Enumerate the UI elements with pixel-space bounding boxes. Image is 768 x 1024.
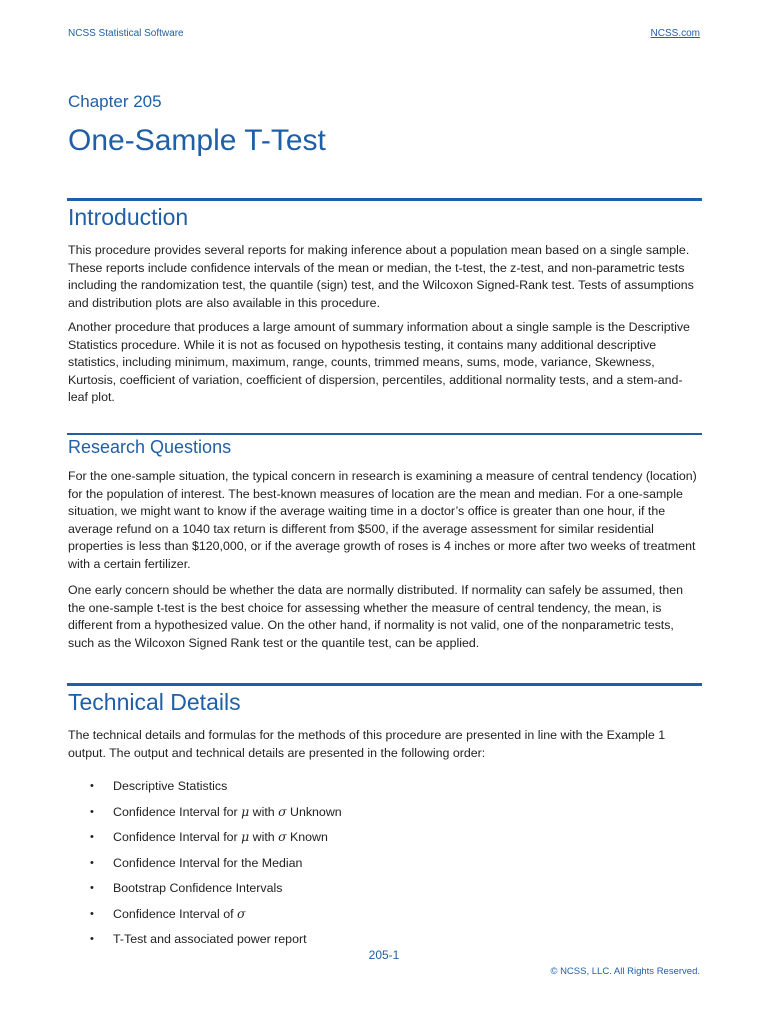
copyright-notice: © NCSS, LLC. All Rights Reserved.: [550, 966, 700, 977]
technical-paragraph: The technical details and formulas for the methods of this procedure are presented in line with the Example 1 output. The output and technical details are presented in the following order:: [68, 728, 666, 760]
subsection-divider: [67, 433, 702, 435]
research-paragraph-1: For the one-sample situation, the typical concern in research is examining a measure of central tendency (location) for the population of interest. The best-known measures of location are the mean and median. For a one-sample situation, we might want to know if the average waiting time in a doctor’s office is greater than one hour, if the average refund on a 1040 tax return is different from $500, if the average assessment for similar residential properties is less than $120,000, or if the average growth of roses is 4 inches or more after two weeks of treatment with a certain fertilizer.: [68, 469, 697, 571]
list-item: • Bootstrap Confidence Intervals: [90, 881, 283, 895]
research-questions-heading: Research Questions: [68, 437, 232, 457]
introduction-paragraph-1: This procedure provides several reports for making inference about a population mean based on a single sample. These reports include confidence intervals of the mean or median, the t-test, the z-test, and non-parametric tests including the randomization test, the quantile (sign) test, and the Wilcoxon Signed-Rank test. Tests of assumptions and distribution plots are also available in this procedure.: [68, 243, 694, 310]
bullet-icon: •: [90, 780, 94, 792]
chapter-number: Chapter 205: [68, 92, 162, 111]
bullet-icon: •: [90, 882, 94, 894]
sigma-symbol: σ: [236, 905, 246, 921]
header-software-name: NCSS Statistical Software: [68, 28, 184, 39]
list-item: • Descriptive Statistics: [90, 779, 228, 793]
bullet-icon: •: [90, 805, 94, 818]
mu-symbol: μ: [241, 803, 250, 819]
header-website-link[interactable]: NCSS.com: [650, 28, 700, 39]
output-order-list: [68, 778, 342, 957]
list-item: • Confidence Interval for μ with σ Known: [90, 829, 328, 844]
bullet-icon: •: [90, 856, 94, 869]
section-divider: [67, 198, 702, 201]
bullet-icon: •: [90, 831, 94, 843]
introduction-paragraph-2: Another procedure that produces a large amount of summary information about a single sample is the Descriptive Statistics procedure. While it is not as focused on hypothesis testing, it contains many additional descriptive statistics, including minimum, maximum, range, counts, trimmed means, sums, mode, variance, Skewness, Kurtosis, coefficient of variation, coefficient of dispersion, percentiles, additional normality tests, and a stem-and-leaf plot.: [68, 320, 690, 405]
section-divider: [67, 683, 702, 686]
bullet-icon: •: [90, 933, 94, 945]
list-item: • Confidence Interval for μ with σ Unknown: [90, 803, 342, 819]
sigma-symbol: σ: [278, 829, 287, 844]
list-item: • Confidence Interval of σ: [90, 905, 246, 921]
bullet-icon: •: [90, 907, 94, 920]
technical-details-heading: Technical Details: [68, 689, 241, 715]
introduction-heading: Introduction: [68, 204, 189, 230]
mu-symbol: μ: [241, 829, 250, 844]
page-title: One-Sample T-Test: [68, 124, 326, 157]
research-paragraph-2: One early concern should be whether the data are normally distributed. If normality can safely be assumed, then the one-sample t-test is the best choice for assessing whether the measure of central tendency, the mean, is different from a hypothesized value. On the other hand, if normality is not valid, one of the nonparametric tests, such as the Wilcoxon Signed Rank test or the quantile test, can be applied.: [68, 583, 684, 650]
page-number: 205-1: [368, 948, 400, 962]
list-item: • T-Test and associated power report: [90, 932, 307, 946]
sigma-symbol: σ: [278, 803, 287, 819]
list-item: • Confidence Interval for the Median: [90, 855, 303, 870]
